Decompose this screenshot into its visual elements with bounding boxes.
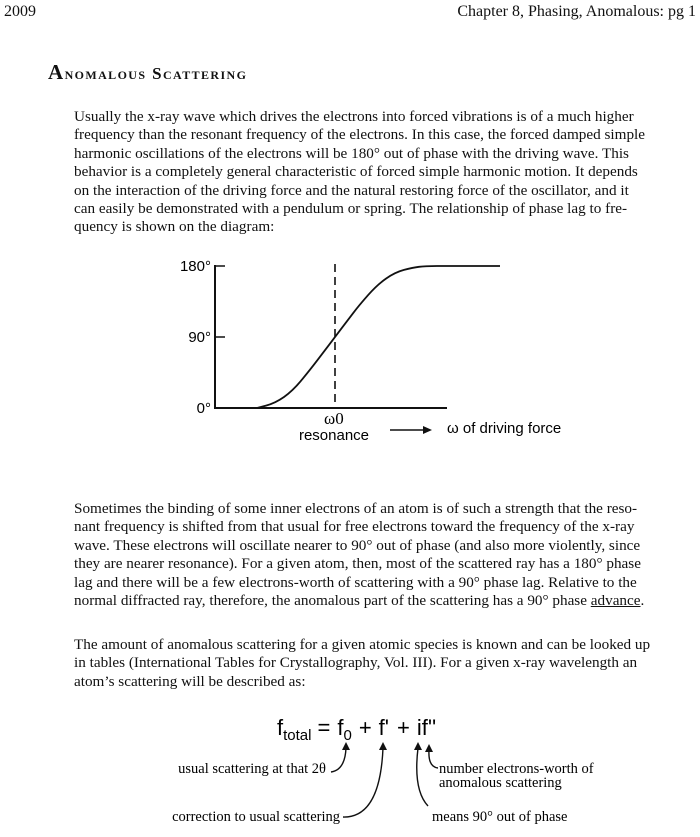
eq-plus-1: + (358, 715, 372, 740)
arrow-number-head (425, 744, 433, 752)
text-line: Sometimes the binding of some inner electrons of an atom is of such a strength that the reso- (74, 500, 638, 517)
text-line: quency is shown on the diagram: (74, 218, 275, 236)
underlined-word-advance: advance (590, 592, 641, 610)
annotation-number-line2: anomalous scattering (439, 775, 562, 791)
text-line: can easily be demonstrated with a pendulum or spring. The relationship of phase lag to fre- (74, 200, 628, 218)
arrow-usual (331, 748, 346, 772)
eq-equals: = (317, 715, 331, 740)
eq-plus-2: + (396, 715, 410, 740)
eq-f0: f (337, 715, 344, 740)
arrow-means-head (414, 742, 422, 750)
section-title: Anomalous Scattering (48, 60, 248, 84)
eq-total-subscript: total (283, 727, 312, 744)
text-line: Usually the x-ray wave which drives the electrons into forced vibrations is of a much higher (74, 108, 634, 125)
y-tick-label-180: 180° (179, 258, 211, 275)
x-arrow-head (423, 426, 432, 434)
paragraph-tables (74, 636, 654, 691)
text-fragment: . (640, 592, 645, 610)
text-line: on the interaction of the driving force and the natural restoring force of the oscillator, and it (74, 181, 629, 199)
paragraph-resonance (74, 500, 654, 610)
text-line: harmonic oscillations of the electrons will be 180° out of phase with the driving wave. This (74, 144, 629, 162)
text-fragment: normal diffracted ray, therefore, the anomalous part of the scattering has a 90° phase (74, 592, 591, 610)
text-line: atom’s scattering will be described as: (74, 672, 306, 690)
chapter-header: Chapter 8, Phasing, Anomalous: pg 1 (457, 3, 696, 20)
x-axis-label: ω of driving force (447, 420, 562, 437)
y-tick-label-0: 0° (196, 400, 211, 417)
arrow-number (429, 750, 438, 768)
eq-f: f (277, 715, 284, 740)
arrow-correction (343, 748, 383, 817)
eq-if-double-prime: if'' (416, 715, 437, 740)
text-line-last (74, 592, 654, 610)
annotation-means: means 90° out of phase (432, 809, 568, 825)
y-tick-label-90: 90° (188, 329, 211, 346)
text-line: behavior is a completely general characteristic of forced simple harmonic motion. It depends (74, 163, 638, 181)
text-line: frequency than the resonant frequency of the electrons. In this case, the forced damped simple (74, 126, 645, 144)
omega-symbol: ω0 (324, 409, 344, 428)
text-line: they are nearer resonance). For a given atom, then, most of the scattered ray has a 180° phase (74, 555, 641, 573)
resonance-label: resonance (298, 427, 370, 444)
text-line: wave. These electrons will oscillate nearer to 90° out of phase (and also more violently, since (74, 536, 641, 554)
text-line: in tables (International Tables for Crystallography, Vol. III). For a given x-ray wavelength an (74, 654, 638, 672)
equation (277, 715, 436, 744)
annotation-usual: usual scattering at that 2θ (178, 761, 326, 777)
arrow-correction-head (379, 742, 387, 750)
annotation-number-line1: number electrons-worth of (439, 761, 594, 777)
eq-zero-subscript: 0 (343, 727, 352, 744)
text-line: nant frequency is shifted from that usual for free electrons toward the frequency of the x-ray (74, 518, 635, 536)
page-year: 2009 (4, 3, 36, 20)
arrow-means (417, 748, 428, 806)
annotation-correction: correction to usual scattering (172, 809, 340, 825)
text-line: lag and there will be a few electrons-worth of scattering with a 90° phase lag. Relative to the (74, 573, 637, 591)
omega-zero-label (324, 409, 344, 428)
eq-fprime: f' (378, 715, 389, 740)
phase-curve (257, 266, 500, 408)
text-line: The amount of anomalous scattering for a given atomic species is known and can be looked up (74, 636, 651, 653)
